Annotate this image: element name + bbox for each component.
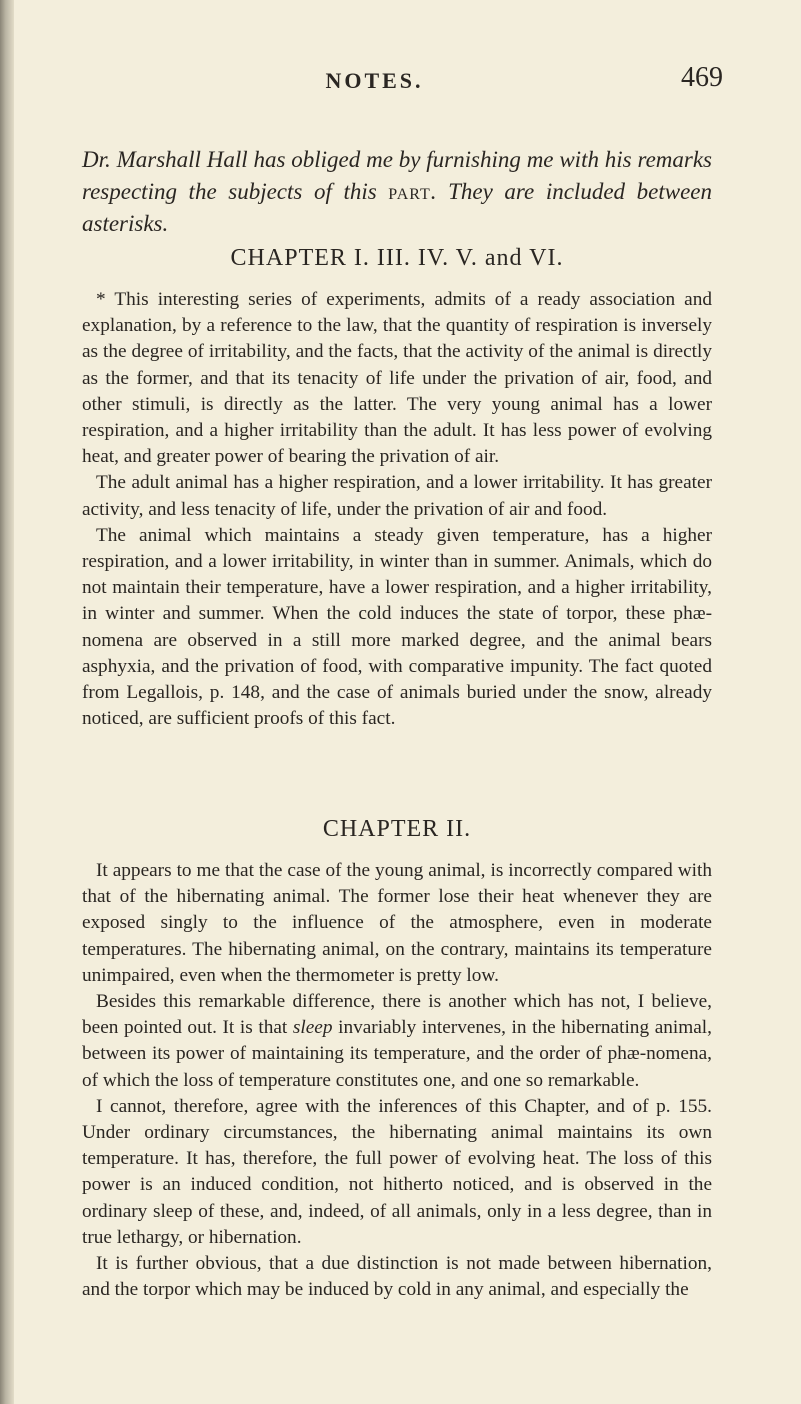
intro-text-1: Dr. Marshall Hall has obliged me by furnishing me with his remarks respecting the subjects of this bbox=[82, 147, 712, 204]
paragraph: It is further obvious, that a due distinction is not made between hibernation, and the torpor which may be induced by cold in any animal, and especially the bbox=[82, 1253, 712, 1301]
paragraph-text: Besides this remarkable difference, there is another which has not, I believe, been pointed out. It is that bbox=[82, 991, 712, 1039]
book-spine-shadow bbox=[0, 0, 14, 1404]
chapter-heading-2: CHAPTER II. bbox=[322, 816, 472, 842]
paragraph-text: invariably intervenes, in the hibernating animal, between its power of maintaining its temperature, and the order of phæ-nomena, of which the loss of temperature constitutes one, and one so remarkable. bbox=[82, 1017, 712, 1091]
paragraph: I cannot, therefore, agree with the inferences of this Chapter, and of p. 155. Under ordinary circumstances, the hibernating animal maintains its own temperature. It has, therefore, the full power of evolving heat. The loss of this power is an induced condition, not hitherto noticed, and is observed in the ordinary sleep of these, and, indeed, of all animals, only in a less degree, than in true lethargy, or hibernation. bbox=[82, 1095, 712, 1248]
intro-part-word: part bbox=[388, 179, 431, 204]
section-2-body bbox=[82, 858, 712, 1303]
paragraph bbox=[82, 989, 712, 1094]
page-number: 469 bbox=[681, 62, 723, 93]
intro-text-2: . They are included between asterisks. bbox=[82, 179, 712, 236]
chapter-heading-1: CHAPTER I. III. IV. V. and VI. bbox=[230, 245, 564, 271]
running-head-title: NOTES. bbox=[325, 68, 424, 93]
paragraph: * This interesting series of experiments, admits of a ready association and explanation, by a reference to the law, that the quantity of respiration is inversely as the degree of irritability, and the facts, that the activity of the animal is directly as the former, and that its tenacity of life under the privation of air, food, and other stimuli, is directly as the latter. The very young animal has a lower respiration, and a higher irritability than the adult. It has less power of evolving heat, and greater power of bearing the privation of air. bbox=[82, 289, 712, 468]
emphasized-word: sleep bbox=[292, 1017, 333, 1039]
intro-note bbox=[82, 144, 712, 240]
section-1-body bbox=[82, 287, 712, 732]
paragraph: It appears to me that the case of the young animal, is incorrectly compared with that of the hibernating animal. The former lose their heat whenever they are exposed singly to the influence of the atmosphere, even in moderate temperatures. The hibernating animal, on the contrary, maintains its temperature unimpaired, even when the thermometer is pretty low. bbox=[82, 860, 712, 986]
paragraph: The animal which maintains a steady given temperature, has a higher respiration, and a lower irritability, in winter than in summer. Animals, which do not maintain their temperature, have a lower respiration, and a higher irritability, in winter and summer. When the cold induces the state of torpor, these phæ-nomena are observed in a still more marked degree, and the animal bears asphyxia, and the privation of food, with comparative impunity. The fact quoted from Legallois, p. 148, and the case of animals buried under the snow, already noticed, are sufficient proofs of this fact. bbox=[82, 524, 712, 730]
running-head bbox=[40, 62, 723, 96]
paragraph: The adult animal has a higher respiration, and a lower irritability. It has greater activity, and less tenacity of life, under the privation of air and food. bbox=[82, 472, 712, 520]
